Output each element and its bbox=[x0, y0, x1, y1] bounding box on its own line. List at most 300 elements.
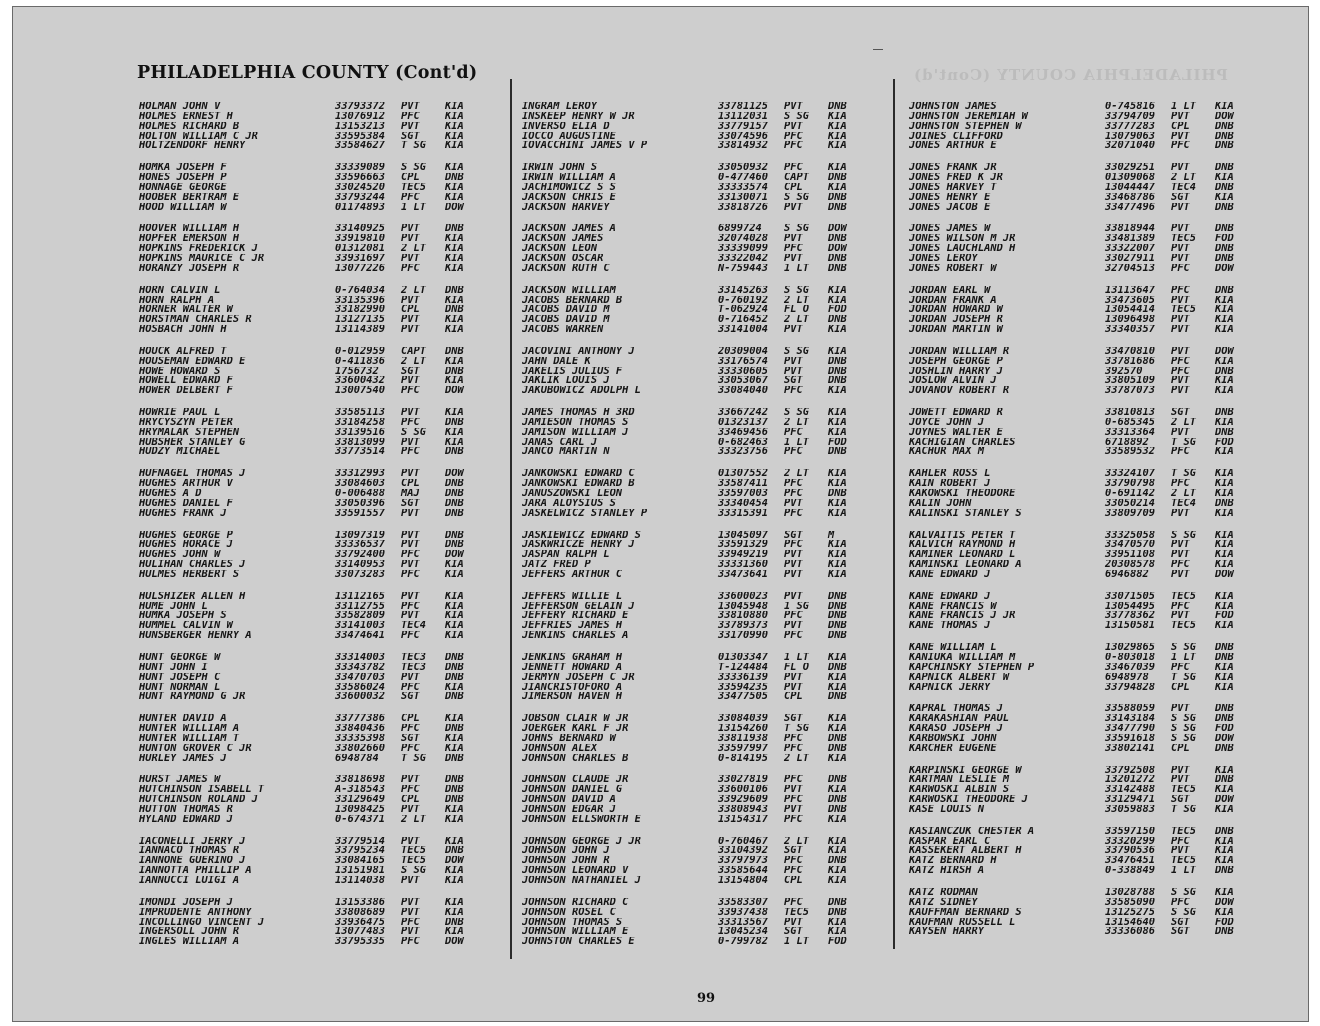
roster-entry bbox=[139, 183, 501, 193]
entry-rank: PVT bbox=[401, 253, 420, 264]
entry-rank: 1 LT bbox=[784, 437, 810, 448]
entry-name: KANE EDWARD J bbox=[909, 591, 991, 602]
entry-serial-number: 33112755 bbox=[335, 601, 386, 612]
entry-serial-number: 33470810 bbox=[1105, 346, 1156, 357]
entry-rank: PFC bbox=[784, 447, 803, 458]
entry-status: KIA bbox=[1215, 888, 1234, 898]
entry-rank: TEC5 bbox=[784, 907, 810, 918]
entry-rank: PVT bbox=[401, 234, 420, 245]
entry-name: HOLTON WILLIAM C JR bbox=[139, 131, 258, 142]
entry-name: JOHNSON JOHN R bbox=[522, 856, 610, 867]
entry-rank: PVT bbox=[784, 253, 803, 264]
entry-serial-number: 13096498 bbox=[1105, 315, 1156, 326]
roster-entry bbox=[139, 714, 501, 724]
roster-entry bbox=[909, 141, 1271, 151]
entry-name: JOYNES WALTER E bbox=[909, 427, 1003, 438]
entry-status: KIA bbox=[828, 479, 847, 489]
roster-entry bbox=[909, 357, 1271, 367]
entry-serial-number: 32704513 bbox=[1105, 263, 1156, 274]
entry-name: HOPFER EMERSON H bbox=[139, 234, 240, 245]
entry-rank: PFC bbox=[1171, 560, 1190, 570]
entry-rank: S SG bbox=[1171, 724, 1197, 734]
entry-rank: PFC bbox=[784, 244, 803, 254]
entry-name: JAMIESON THOMAS S bbox=[522, 417, 629, 428]
entry-serial-number: 33585113 bbox=[335, 408, 386, 418]
entry-rank: SGT bbox=[1171, 795, 1190, 805]
name-group bbox=[522, 837, 884, 886]
roster-entry bbox=[909, 856, 1271, 866]
roster-entry bbox=[139, 122, 501, 132]
roster-entry bbox=[909, 438, 1271, 448]
roster-entry bbox=[139, 286, 501, 296]
column-divider-right bbox=[893, 79, 895, 949]
roster-entry bbox=[139, 663, 501, 673]
entry-serial-number: 33339099 bbox=[718, 244, 769, 254]
entry-serial-number: 33141003 bbox=[335, 621, 386, 632]
entry-name: HUFNAGEL THOMAS J bbox=[139, 469, 246, 480]
entry-rank: SGT bbox=[401, 692, 420, 703]
roster-entry bbox=[139, 325, 501, 335]
entry-rank: PFC bbox=[401, 937, 420, 948]
entry-serial-number: 13114389 bbox=[335, 325, 386, 335]
entry-serial-number: 33027911 bbox=[1105, 253, 1156, 264]
entry-rank: PVT bbox=[1171, 111, 1190, 122]
entry-rank: 2 LT bbox=[401, 285, 427, 296]
entry-rank: SGT bbox=[1171, 927, 1190, 938]
entry-serial-number: 33470570 bbox=[1105, 540, 1156, 551]
entry-status: DOW bbox=[445, 202, 464, 213]
entry-serial-number: 33170990 bbox=[718, 631, 769, 641]
entry-name: JOHNSON LEONARD V bbox=[522, 866, 629, 876]
entry-serial-number: 33315391 bbox=[718, 508, 769, 519]
entry-status: KIA bbox=[1215, 386, 1234, 397]
entry-serial-number: 13044447 bbox=[1105, 182, 1156, 193]
entry-serial-number: 33794709 bbox=[1105, 111, 1156, 122]
roster-entry bbox=[909, 560, 1271, 570]
entry-status: FOD bbox=[828, 437, 847, 448]
roster-entry bbox=[139, 499, 501, 509]
entry-status: DNB bbox=[445, 479, 464, 489]
roster-entry bbox=[139, 611, 501, 621]
entry-rank: 2 LT bbox=[401, 244, 427, 254]
entry-name: IRWIN JOHN S bbox=[522, 163, 598, 174]
entry-status: DOW bbox=[445, 386, 464, 397]
name-group bbox=[522, 347, 884, 396]
entry-name: HURLEY JAMES J bbox=[139, 753, 227, 764]
entry-rank: SGT bbox=[784, 376, 803, 387]
entry-serial-number: 33600432 bbox=[335, 376, 386, 387]
roster-entry bbox=[139, 367, 501, 377]
roster-entry bbox=[909, 827, 1271, 837]
entry-rank: SGT bbox=[784, 846, 803, 857]
entry-status: FOD bbox=[828, 305, 847, 316]
entry-serial-number: 33797973 bbox=[718, 856, 769, 867]
document-page bbox=[12, 6, 1309, 1022]
entry-name: KANE EDWARD J bbox=[909, 569, 991, 580]
entry-rank: CAPT bbox=[401, 346, 427, 357]
entry-serial-number: 33778362 bbox=[1105, 611, 1156, 622]
roster-entry bbox=[522, 540, 884, 550]
entry-serial-number: 13153213 bbox=[335, 121, 386, 132]
entry-status: KIA bbox=[445, 376, 464, 387]
entry-name: HOLMES RICHARD B bbox=[139, 121, 240, 132]
roster-entry bbox=[139, 631, 501, 641]
entry-serial-number: 33340454 bbox=[718, 498, 769, 509]
entry-status: KIA bbox=[445, 804, 464, 815]
entry-status: KIA bbox=[445, 569, 464, 580]
roster-entry bbox=[139, 683, 501, 693]
entry-status: KIA bbox=[828, 724, 847, 734]
entry-rank: PVT bbox=[1171, 244, 1190, 254]
entry-name: IMONDI JOSEPH J bbox=[139, 897, 233, 908]
name-group bbox=[909, 224, 1271, 273]
entry-serial-number: 33477790 bbox=[1105, 724, 1156, 734]
entry-name: JACOBS BERNARD B bbox=[522, 295, 623, 306]
roster-entry bbox=[909, 734, 1271, 744]
entry-name: JACKSON JAMES bbox=[522, 234, 604, 245]
name-group bbox=[139, 653, 501, 702]
entry-name: JORDAN HOWARD W bbox=[909, 305, 1003, 316]
roster-entry bbox=[522, 673, 884, 683]
entry-name: HOOVER WILLIAM H bbox=[139, 224, 240, 235]
roster-entry bbox=[909, 602, 1271, 612]
entry-status: DNB bbox=[445, 366, 464, 377]
roster-entry bbox=[909, 927, 1271, 937]
entry-serial-number: 33050396 bbox=[335, 498, 386, 509]
roster-entry bbox=[139, 428, 501, 438]
entry-name: HOSBACH JOHN H bbox=[139, 325, 227, 335]
entry-serial-number: 0-764034 bbox=[335, 285, 386, 296]
entry-status: KIA bbox=[1215, 804, 1234, 815]
entry-status: KIA bbox=[1215, 621, 1234, 632]
entry-status: KIA bbox=[828, 346, 847, 357]
entry-serial-number: 33324107 bbox=[1105, 469, 1156, 480]
entry-serial-number: 0-685345 bbox=[1105, 417, 1156, 428]
entry-status: DNB bbox=[445, 692, 464, 703]
entry-rank: TEC5 bbox=[1171, 305, 1197, 316]
entry-status: DNB bbox=[1215, 498, 1234, 509]
entry-serial-number: 33802141 bbox=[1105, 743, 1156, 754]
entry-status: KIA bbox=[1215, 376, 1234, 387]
entry-status: KIA bbox=[1215, 836, 1234, 847]
entry-rank: PFC bbox=[401, 785, 420, 796]
entry-status: DNB bbox=[445, 672, 464, 683]
entry-rank: PFC bbox=[784, 163, 803, 174]
entry-status: KIA bbox=[1215, 489, 1234, 499]
entry-status: DNB bbox=[1215, 408, 1234, 418]
entry-status: KIA bbox=[828, 325, 847, 335]
entry-rank: TEC3 bbox=[401, 662, 427, 673]
entry-serial-number: 33333574 bbox=[718, 182, 769, 193]
entry-name: JOERGER KARL F JR bbox=[522, 724, 629, 734]
entry-name: JOHNS BERNARD W bbox=[522, 733, 616, 744]
entry-serial-number: 33313567 bbox=[718, 917, 769, 928]
entry-serial-number: 33322042 bbox=[718, 253, 769, 264]
entry-serial-number: 13076912 bbox=[335, 111, 386, 122]
entry-name: JASPAN RALPH L bbox=[522, 550, 610, 561]
entry-rank: PVT bbox=[401, 907, 420, 918]
entry-name: JOVANOV ROBERT R bbox=[909, 386, 1010, 397]
entry-rank: PVT bbox=[784, 234, 803, 245]
roster-entry bbox=[909, 550, 1271, 560]
entry-serial-number: 33584627 bbox=[335, 141, 386, 152]
entry-rank: S SG bbox=[1171, 530, 1197, 541]
entry-rank: TEC5 bbox=[1171, 621, 1197, 632]
entry-status: KIA bbox=[1215, 508, 1234, 519]
entry-rank: PFC bbox=[784, 866, 803, 876]
entry-rank: PVT bbox=[1171, 325, 1190, 335]
entry-name: JONES LEROY bbox=[909, 253, 978, 264]
roster-entry bbox=[522, 602, 884, 612]
roster-entry bbox=[139, 193, 501, 203]
name-group bbox=[522, 224, 884, 273]
entry-serial-number: 33808689 bbox=[335, 907, 386, 918]
entry-rank: PFC bbox=[401, 192, 420, 203]
entry-name: JONES JAMES W bbox=[909, 224, 991, 235]
entry-serial-number: 6946882 bbox=[1105, 569, 1149, 580]
entry-serial-number: 33792508 bbox=[1105, 765, 1156, 776]
entry-rank: S SG bbox=[401, 866, 427, 876]
entry-status: DNB bbox=[445, 775, 464, 786]
entry-serial-number: 33793372 bbox=[335, 102, 386, 112]
roster-entry bbox=[909, 837, 1271, 847]
entry-serial-number: 01174893 bbox=[335, 202, 386, 213]
roster-entry bbox=[522, 744, 884, 754]
entry-rank: PFC bbox=[1171, 662, 1190, 673]
entry-status: KIA bbox=[828, 652, 847, 663]
entry-serial-number: 0-745816 bbox=[1105, 102, 1156, 112]
entry-rank: SGT bbox=[1171, 917, 1190, 928]
roster-entry bbox=[522, 631, 884, 641]
entry-name: JONES HARVEY T bbox=[909, 182, 997, 193]
entry-serial-number: 6948784 bbox=[335, 753, 379, 764]
entry-status: KIA bbox=[1215, 591, 1234, 602]
entry-serial-number: 33481389 bbox=[1105, 234, 1156, 245]
entry-status: KIA bbox=[1215, 417, 1234, 428]
entry-serial-number: 33129649 bbox=[335, 795, 386, 805]
entry-rank: 2 LT bbox=[784, 315, 810, 326]
entry-name: KATZ BERNARD H bbox=[909, 856, 997, 867]
entry-status: KIA bbox=[828, 111, 847, 122]
entry-status: DNB bbox=[1215, 163, 1234, 174]
roster-entry bbox=[139, 376, 501, 386]
entry-rank: 2 LT bbox=[1171, 173, 1197, 183]
entry-status: KIA bbox=[445, 814, 464, 825]
roster-entry bbox=[909, 704, 1271, 714]
roster-entry bbox=[909, 163, 1271, 173]
entry-name: IMPRUDENTE ANTHONY bbox=[139, 907, 252, 918]
entry-rank: PVT bbox=[784, 672, 803, 683]
entry-name: HUMKA JOSEPH S bbox=[139, 611, 227, 622]
entry-name: JAMES THOMAS H 3RD bbox=[522, 408, 635, 418]
entry-serial-number: 33050932 bbox=[718, 163, 769, 174]
name-group bbox=[909, 531, 1271, 580]
entry-rank: PFC bbox=[401, 111, 420, 122]
entry-serial-number: 33591329 bbox=[718, 540, 769, 551]
roster-entry bbox=[139, 570, 501, 580]
entry-rank: PFC bbox=[401, 386, 420, 397]
name-group bbox=[522, 163, 884, 212]
entry-rank: T SG bbox=[784, 724, 810, 734]
entry-serial-number: 33597003 bbox=[718, 489, 769, 499]
entry-rank: PVT bbox=[1171, 253, 1190, 264]
column-divider-left bbox=[510, 79, 512, 959]
entry-rank: S SG bbox=[784, 285, 810, 296]
entry-status: DNB bbox=[828, 366, 847, 377]
entry-serial-number: 33336139 bbox=[718, 672, 769, 683]
entry-rank: TEC5 bbox=[401, 856, 427, 867]
roster-entry bbox=[909, 296, 1271, 306]
entry-serial-number: 33808943 bbox=[718, 804, 769, 815]
roster-entry bbox=[909, 509, 1271, 519]
entry-rank: PVT bbox=[401, 927, 420, 938]
entry-rank: PFC bbox=[784, 631, 803, 641]
entry-serial-number: 33773514 bbox=[335, 447, 386, 458]
entry-status: KIA bbox=[1215, 325, 1234, 335]
roster-entry bbox=[522, 102, 884, 112]
entry-serial-number: 33140953 bbox=[335, 560, 386, 570]
roster-entry bbox=[522, 621, 884, 631]
roster-column-1 bbox=[139, 102, 501, 959]
entry-name: JERMYN JOSEPH C JR bbox=[522, 672, 635, 683]
roster-entry bbox=[909, 611, 1271, 621]
name-group bbox=[139, 592, 501, 641]
entry-status: DNB bbox=[445, 652, 464, 663]
entry-status: DNB bbox=[828, 234, 847, 245]
entry-name: KAMINSKI LEONARD A bbox=[909, 560, 1022, 570]
entry-serial-number: 33339089 bbox=[335, 163, 386, 174]
entry-serial-number: 33330605 bbox=[718, 366, 769, 377]
entry-rank: S SG bbox=[784, 408, 810, 418]
roster-entry bbox=[522, 286, 884, 296]
roster-entry bbox=[909, 714, 1271, 724]
entry-status: KIA bbox=[1215, 315, 1234, 326]
entry-serial-number: 33781125 bbox=[718, 102, 769, 112]
entry-status: DOW bbox=[1215, 569, 1234, 580]
entry-rank: FL O bbox=[784, 305, 810, 316]
entry-name: INGRAM LEROY bbox=[522, 102, 598, 112]
roster-entry bbox=[139, 224, 501, 234]
roster-entry bbox=[139, 795, 501, 805]
entry-rank: 2 LT bbox=[401, 814, 427, 825]
entry-status: KIA bbox=[445, 927, 464, 938]
entry-name: HUNT JOHN I bbox=[139, 662, 208, 673]
entry-serial-number: 33473641 bbox=[718, 569, 769, 580]
entry-rank: PVT bbox=[401, 437, 420, 448]
entry-status: KIA bbox=[828, 714, 847, 725]
roster-entry bbox=[522, 408, 884, 418]
entry-status: KIA bbox=[828, 408, 847, 418]
entry-name: JOHNSON RICHARD C bbox=[522, 897, 629, 908]
entry-name: JOHNSON THOMAS S bbox=[522, 917, 623, 928]
entry-serial-number: 33071505 bbox=[1105, 591, 1156, 602]
entry-serial-number: 33320299 bbox=[1105, 836, 1156, 847]
roster-column-2 bbox=[522, 102, 884, 959]
roster-entry bbox=[522, 499, 884, 509]
entry-rank: SGT bbox=[784, 714, 803, 725]
entry-serial-number: 33059883 bbox=[1105, 804, 1156, 815]
entry-serial-number: 33929609 bbox=[718, 795, 769, 805]
entry-name: HONES JOSEPH P bbox=[139, 173, 227, 183]
entry-serial-number: 33314003 bbox=[335, 652, 386, 663]
roster-entry bbox=[522, 193, 884, 203]
entry-rank: PVT bbox=[1171, 131, 1190, 142]
entry-rank: PVT bbox=[401, 376, 420, 387]
entry-rank: S SG bbox=[784, 224, 810, 235]
entry-rank: PVT bbox=[401, 540, 420, 551]
entry-rank: PFC bbox=[1171, 479, 1190, 489]
roster-entry bbox=[522, 418, 884, 428]
entry-serial-number: 13045948 bbox=[718, 601, 769, 612]
entry-name: HOLMAN JOHN V bbox=[139, 102, 221, 112]
entry-rank: S SG bbox=[1171, 643, 1197, 653]
entry-name: KAYSEN HARRY bbox=[909, 927, 985, 938]
entry-name: HUGHES A D bbox=[139, 489, 202, 499]
entry-serial-number: 13077226 bbox=[335, 263, 386, 274]
entry-name: JONES WILSON M JR bbox=[909, 234, 1016, 245]
name-group bbox=[139, 286, 501, 335]
name-group bbox=[909, 347, 1271, 396]
roster-entry bbox=[909, 418, 1271, 428]
entry-serial-number: 33818944 bbox=[1105, 224, 1156, 235]
name-group bbox=[909, 102, 1271, 151]
entry-name: JOYCE JOHN J bbox=[909, 417, 985, 428]
roster-entry bbox=[139, 479, 501, 489]
entry-name: HORANZY JOSEPH R bbox=[139, 263, 240, 274]
entry-name: IOVACCHINI JAMES V P bbox=[522, 141, 648, 152]
entry-rank: PFC bbox=[401, 743, 420, 754]
entry-name: HUGHES GEORGE P bbox=[139, 530, 233, 541]
roster-entry bbox=[139, 815, 501, 825]
entry-rank: PVT bbox=[401, 508, 420, 519]
entry-serial-number: 33795335 bbox=[335, 937, 386, 948]
entry-name: JANAS CARL J bbox=[522, 437, 598, 448]
roster-entry bbox=[909, 469, 1271, 479]
entry-rank: T SG bbox=[401, 753, 427, 764]
entry-status: KIA bbox=[828, 163, 847, 174]
entry-name: KAUFMAN RUSSELL L bbox=[909, 917, 1016, 928]
entry-serial-number: 33597997 bbox=[718, 743, 769, 754]
entry-serial-number: 33340357 bbox=[1105, 325, 1156, 335]
entry-status: DNB bbox=[445, 540, 464, 551]
entry-status: DNB bbox=[828, 376, 847, 387]
entry-serial-number: 33129471 bbox=[1105, 795, 1156, 805]
entry-serial-number: 13125275 bbox=[1105, 907, 1156, 918]
entry-serial-number: 33949219 bbox=[718, 550, 769, 561]
roster-entry bbox=[522, 489, 884, 499]
entry-name: HUNT RAYMOND G JR bbox=[139, 692, 246, 703]
entry-status: KIA bbox=[1215, 682, 1234, 693]
entry-status: DNB bbox=[445, 530, 464, 541]
entry-status: DNB bbox=[1215, 775, 1234, 786]
entry-serial-number: 33588059 bbox=[1105, 704, 1156, 715]
entry-name: INSKEEP HENRY W JR bbox=[522, 111, 635, 122]
entry-name: HYLAND EDWARD J bbox=[139, 814, 233, 825]
entry-status: DNB bbox=[828, 621, 847, 632]
entry-status: DNB bbox=[445, 417, 464, 428]
roster-entry bbox=[909, 254, 1271, 264]
entry-serial-number: 33667242 bbox=[718, 408, 769, 418]
entry-serial-number: 33084165 bbox=[335, 856, 386, 867]
roster-entry bbox=[909, 234, 1271, 244]
roster-entry bbox=[522, 386, 884, 396]
entry-name: KASSEKERT ALBERT H bbox=[909, 846, 1022, 857]
entry-name: HUGHES JOHN W bbox=[139, 550, 221, 561]
entry-name: KAPNICK JERRY bbox=[909, 682, 991, 693]
entry-status: DNB bbox=[828, 202, 847, 213]
entry-name: JACOBS DAVID M bbox=[522, 315, 610, 326]
entry-serial-number: 6899724 bbox=[718, 224, 762, 235]
